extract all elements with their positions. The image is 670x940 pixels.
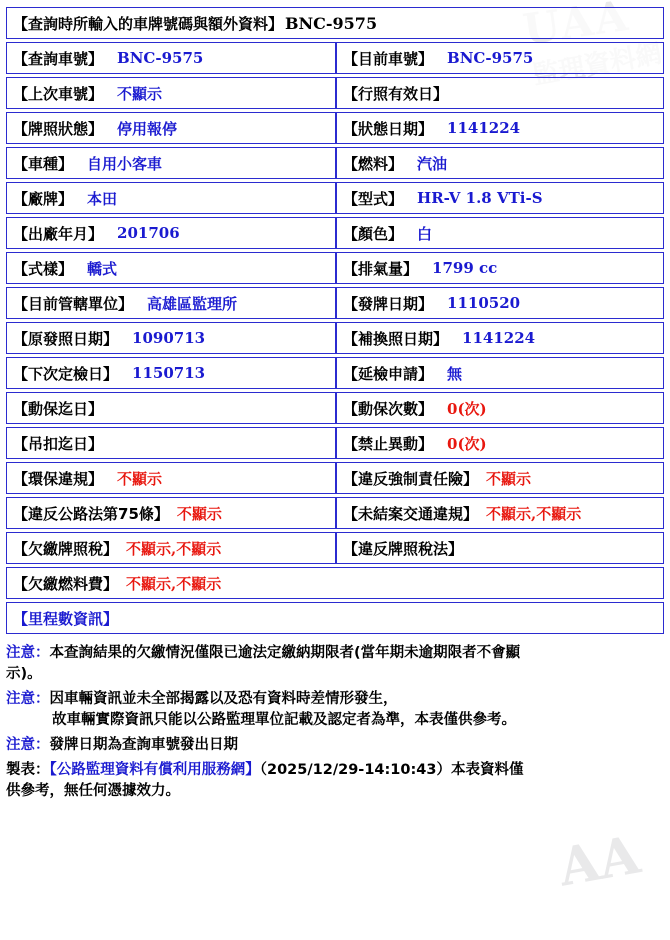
table-row xyxy=(6,182,664,214)
field-manufacture-date xyxy=(6,217,336,249)
field-label: 【燃料】 xyxy=(343,154,404,173)
table-row xyxy=(6,147,664,179)
field-plate-status xyxy=(6,112,336,144)
field-next-inspection-date xyxy=(6,357,336,389)
field-value: 1799 cc xyxy=(432,259,498,277)
footer-block xyxy=(6,760,664,802)
field-value: 不顯示,不顯示 xyxy=(126,574,222,593)
field-value: 不顯示,不顯示 xyxy=(126,539,222,558)
field-transfer-prohibition xyxy=(336,427,664,459)
field-label: 【顏色】 xyxy=(343,224,404,243)
field-suspension-end-date xyxy=(6,427,336,459)
footer-source: 【公路監理資料有償利用服務網】 xyxy=(49,762,260,779)
field-label: 【違反強制責任險】 xyxy=(343,469,479,488)
note-tag: 注意： xyxy=(6,691,50,708)
table-row xyxy=(6,462,664,494)
field-original-license-date xyxy=(6,322,336,354)
field-chattel-mortgage-end-date xyxy=(6,392,336,424)
table-row xyxy=(6,252,664,284)
footer-datetime: （2025/12/29-14:10:43） xyxy=(259,762,451,779)
field-replacement-license-date xyxy=(336,322,664,354)
field-value: 不顯示 xyxy=(117,469,163,488)
field-label: 【欠繳牌照稅】 xyxy=(13,539,119,558)
field-status-date xyxy=(336,112,664,144)
field-model xyxy=(336,182,664,214)
field-value: 1141224 xyxy=(462,329,536,347)
field-body-style xyxy=(6,252,336,284)
field-chattel-mortgage-count xyxy=(336,392,664,424)
table-row xyxy=(6,322,664,354)
query-header-cell xyxy=(6,7,664,39)
note-item xyxy=(6,735,664,756)
watermark-aa: AA xyxy=(554,824,645,899)
table-row xyxy=(6,392,664,424)
note-item xyxy=(6,643,664,685)
field-value: 無 xyxy=(447,364,463,383)
field-fuel xyxy=(336,147,664,179)
field-value: 本田 xyxy=(87,189,118,208)
field-label: 【上次車號】 xyxy=(13,84,104,103)
table-row xyxy=(6,497,664,529)
field-color xyxy=(336,217,664,249)
field-label: 【延檢申請】 xyxy=(343,364,434,383)
field-plate-issue-date xyxy=(336,287,664,319)
field-label: 【目前管轄單位】 xyxy=(13,294,134,313)
field-label: 【下次定檢日】 xyxy=(13,364,119,383)
field-unpaid-license-tax xyxy=(6,532,336,564)
field-value: 不顯示 xyxy=(176,504,222,523)
table-row xyxy=(6,77,664,109)
table-row xyxy=(6,287,664,319)
field-environmental-violation xyxy=(6,462,336,494)
note-text-line2: 故車輛實際資訊只能以公路監理單位記載及認定者為準，本表僅供參考。 xyxy=(52,712,516,729)
field-label: 【違反公路法第75條】 xyxy=(13,504,169,523)
table-row-mileage-section xyxy=(6,602,664,634)
mileage-section-title: 【里程數資訊】 xyxy=(13,609,119,628)
note-text: 因車輛資訊並未全部揭露以及恐有資料時差情形發生， xyxy=(49,691,398,708)
field-highway-act-75-violation xyxy=(6,497,336,529)
field-label: 【出廠年月】 xyxy=(13,224,104,243)
field-label: 【動保迄日】 xyxy=(13,399,104,418)
field-label: 【原發照日期】 xyxy=(13,329,119,348)
field-value: HR-V 1.8 VTi-S xyxy=(417,189,543,207)
table-row xyxy=(6,427,664,459)
note-item xyxy=(6,689,664,731)
table-row xyxy=(6,532,664,564)
field-value: 轎式 xyxy=(87,259,118,278)
field-value: BNC-9575 xyxy=(447,49,534,67)
field-value: BNC-9575 xyxy=(117,49,204,67)
table-row xyxy=(6,567,664,599)
field-label: 【牌照狀態】 xyxy=(13,119,104,138)
query-header-plate: BNC-9575 xyxy=(285,13,378,33)
table-row-header xyxy=(6,7,664,39)
field-current-plate xyxy=(336,42,664,74)
field-value: 不顯示 xyxy=(117,84,163,103)
field-jurisdiction xyxy=(6,287,336,319)
field-license-valid-date xyxy=(336,77,664,109)
field-label: 【未結案交通違規】 xyxy=(343,504,479,523)
field-label: 【環保違規】 xyxy=(13,469,104,488)
field-value: 白 xyxy=(417,224,433,243)
field-label: 【補換照日期】 xyxy=(343,329,449,348)
field-label: 【狀態日期】 xyxy=(343,119,434,138)
field-value: 不顯示,不顯示 xyxy=(486,504,582,523)
field-label: 【禁止異動】 xyxy=(343,434,434,453)
field-value: 自用小客車 xyxy=(87,154,163,173)
field-label: 【廠牌】 xyxy=(13,189,74,208)
field-label: 【吊扣迄日】 xyxy=(13,434,104,453)
field-label: 【查詢車號】 xyxy=(13,49,104,68)
field-unpaid-fuel-fee xyxy=(6,567,664,599)
field-label: 【動保次數】 xyxy=(343,399,434,418)
field-unclosed-traffic-violation xyxy=(336,497,664,529)
field-brand xyxy=(6,182,336,214)
field-label: 【式樣】 xyxy=(13,259,74,278)
vehicle-info-table xyxy=(6,4,664,637)
footer-line2: 供參考，無任何憑據效力。 xyxy=(6,783,180,800)
note-text-line2: 示)。 xyxy=(6,666,42,683)
note-text: 本查詢結果的欠繳情況僅限已逾法定繳納期限者(當年期未逾期限者不會顯 xyxy=(49,645,521,661)
field-value: 1141224 xyxy=(447,119,521,137)
field-value: 1110520 xyxy=(447,294,521,312)
footer-tail: 本表資料僅 xyxy=(450,762,524,779)
field-compulsory-insurance-violation xyxy=(336,462,664,494)
field-query-plate xyxy=(6,42,336,74)
notes-block xyxy=(6,643,664,756)
field-value: 0(次) xyxy=(447,399,487,418)
field-vehicle-type xyxy=(6,147,336,179)
field-label: 【排氣量】 xyxy=(343,259,419,278)
table-row xyxy=(6,217,664,249)
field-displacement xyxy=(336,252,664,284)
note-text: 發牌日期為查詢車號發出日期 xyxy=(49,737,238,754)
field-label: 【目前車號】 xyxy=(343,49,434,68)
field-value: 高雄區監理所 xyxy=(147,294,238,313)
field-label: 【行照有效日】 xyxy=(343,84,449,103)
field-license-tax-act-violation xyxy=(336,532,664,564)
field-value: 201706 xyxy=(117,224,180,242)
note-tag: 注意： xyxy=(6,645,50,661)
field-label: 【欠繳燃料費】 xyxy=(13,574,119,593)
note-tag: 注意： xyxy=(6,737,50,754)
field-previous-plate xyxy=(6,77,336,109)
table-row xyxy=(6,112,664,144)
field-label: 【車種】 xyxy=(13,154,74,173)
field-label: 【發牌日期】 xyxy=(343,294,434,313)
field-value: 不顯示 xyxy=(486,469,532,488)
field-value: 停用報停 xyxy=(117,119,178,138)
mileage-section-cell xyxy=(6,602,664,634)
field-value: 1090713 xyxy=(132,329,206,347)
field-inspection-extension xyxy=(336,357,664,389)
field-value: 汽油 xyxy=(417,154,448,173)
table-row xyxy=(6,42,664,74)
footer-prefix: 製表： xyxy=(6,762,50,779)
field-value: 1150713 xyxy=(132,364,206,382)
field-value: 0(次) xyxy=(447,434,487,453)
field-label: 【違反牌照稅法】 xyxy=(343,539,464,558)
field-label: 【型式】 xyxy=(343,189,404,208)
query-header-label: 【查詢時所輸入的車牌號碼與額外資料】 xyxy=(13,14,284,33)
table-row xyxy=(6,357,664,389)
